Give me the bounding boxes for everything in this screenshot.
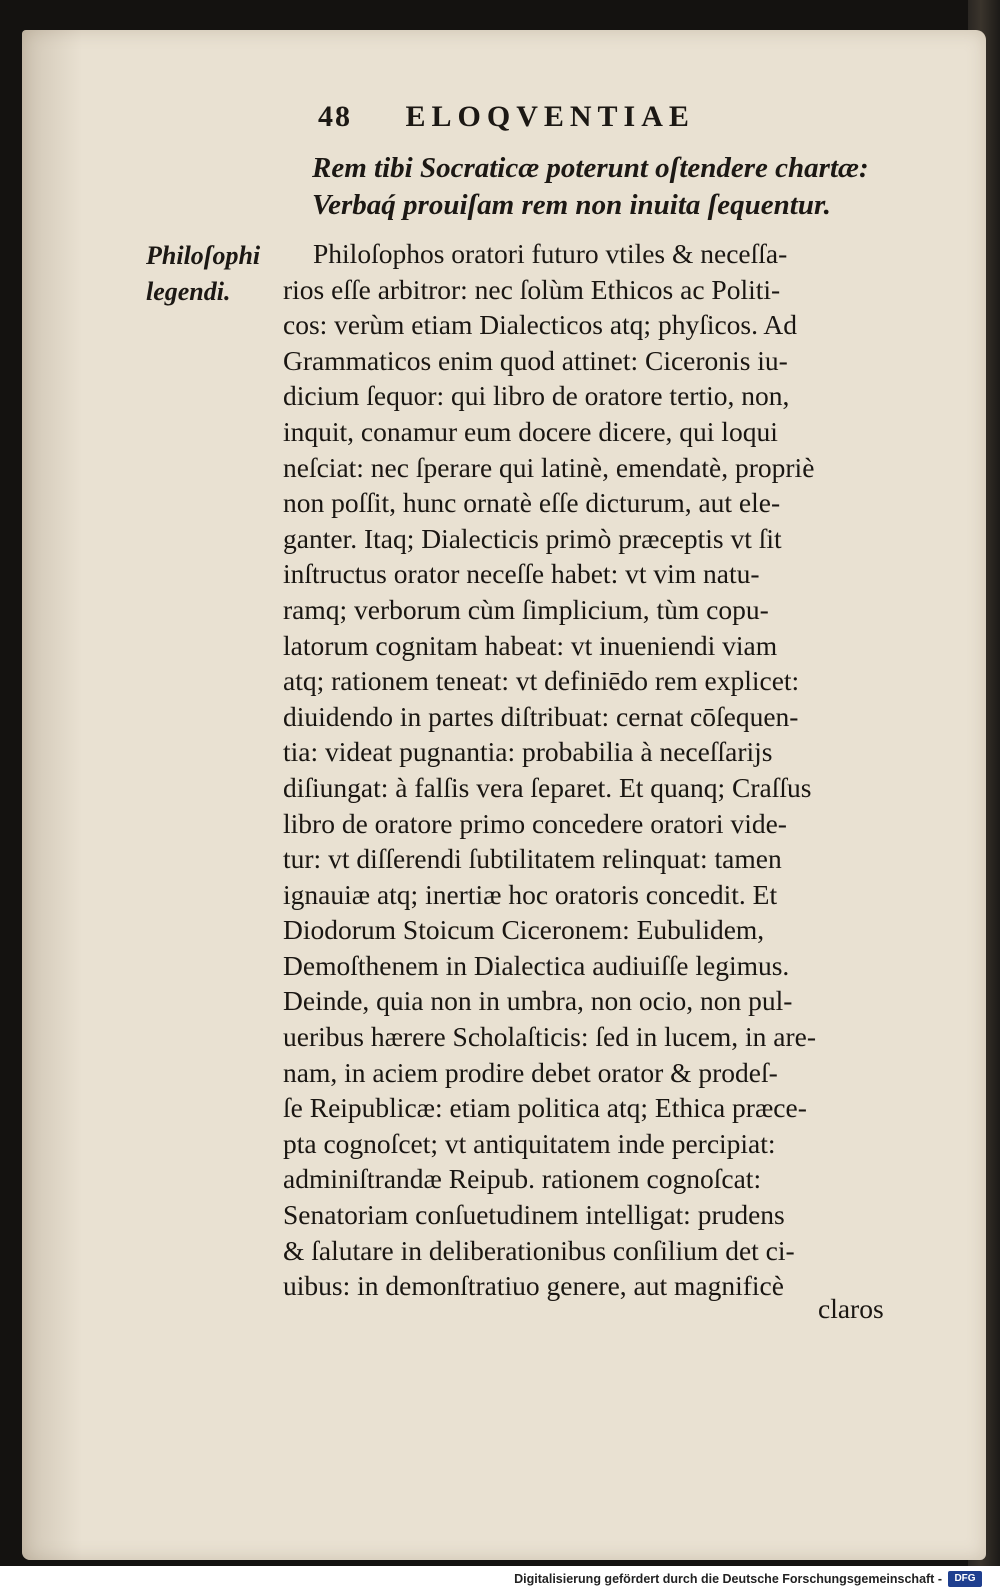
text-line: Deinde, quia non in umbra, non ocio, non pul- — [283, 985, 793, 1017]
running-head-title: ELOQVENTIAE — [405, 100, 695, 133]
catchword: claros — [818, 1293, 884, 1324]
page-gutter-shadow — [22, 30, 82, 1560]
text-line: Philoſophos oratori futuro vtiles & neceſſa- — [313, 238, 788, 269]
body-text — [283, 236, 963, 1304]
text-line: nam, in aciem prodire debet orator & prodeſ- — [283, 1056, 778, 1088]
text-line: inquit, conamur eum docere dicere, qui loqui — [283, 415, 778, 447]
text-line: non poſſit, hunc ornatè eſſe dicturum, aut ele- — [283, 487, 781, 519]
running-header — [318, 100, 778, 146]
text-line: ſe Reipublicæ: etiam politica atq; Ethica præce- — [283, 1092, 807, 1124]
text-line: Demoſthenem in Dialectica audiuiſſe legimus. — [283, 949, 790, 981]
text-line: libro de oratore primo concedere oratori vide- — [283, 807, 787, 839]
verse-line-2: Verbaq́ prouiſam rem non inuita ſequentur. — [312, 189, 831, 221]
text-line: dicium ſequor: qui libro de oratore tertio, non, — [283, 380, 790, 412]
text-line: ueribus hærere Scholaſticis: ſed in lucem, in are- — [283, 1021, 817, 1053]
funding-credit: Digitalisierung gefördert durch die Deutsche Forschungsgemeinschaft - — [514, 1572, 942, 1586]
text-line: diſiungat: à falſis vera ſeparet. Et quanq; Craſſus — [283, 771, 812, 803]
text-line: neſciat: nec ſperare qui latinè, emendatè, propriè — [283, 451, 815, 483]
text-line: pta cognoſcet; vt antiquitatem inde percipiat: — [283, 1127, 776, 1159]
text-line: Diodorum Stoicum Ciceronem: Eubulidem, — [283, 914, 765, 946]
text-line: & ſalutare in deliberationibus conſilium det ci- — [283, 1234, 795, 1266]
margin-note-line: Philoſophi — [146, 241, 261, 270]
text-line: atq; rationem teneat: vt definiēdo rem explicet: — [283, 665, 800, 697]
text-line: ganter. Itaq; Dialecticis primò præceptis vt ſit — [283, 522, 782, 554]
text-line: ramq; verborum cùm ſimplicium, tùm copu- — [283, 593, 769, 625]
text-line: Grammaticos enim quod attinet: Ciceronis iu- — [283, 344, 788, 376]
margin-note-line: legendi. — [146, 277, 231, 306]
text-line: rios eſſe arbitror: nec ſolùm Ethicos ac Politi- — [283, 273, 781, 305]
page-number: 48 — [318, 100, 352, 133]
text-line: diuidendo in partes diſtribuat: cernat cōſequen- — [283, 700, 799, 732]
text-line: uibus: in demonſtratiuo genere, aut magnificè — [283, 1270, 784, 1302]
dfg-logo: DFG — [948, 1571, 982, 1587]
text-line: tia: videat pugnantia: probabilia à neceſſarijs — [283, 736, 773, 768]
margin-note — [146, 238, 286, 310]
text-line: adminiſtrandæ Reipub. rationem cognoſcat: — [283, 1163, 762, 1195]
text-line: inſtructus orator neceſſe habet: vt vim natu- — [283, 558, 760, 590]
verse-line-1: Rem tibi Socraticæ poterunt oſtendere chartæ: — [312, 152, 869, 184]
text-line: latorum cognitam habeat: vt inueniendi viam — [283, 629, 778, 661]
text-line: Senatoriam conſuetudinem intelligat: prudens — [283, 1199, 785, 1231]
text-line: cos: verùm etiam Dialecticos atq; phyſicos. Ad — [283, 309, 797, 341]
text-line: ignauiæ atq; inertiæ hoc oratoris concedit. Et — [283, 878, 778, 910]
footer-bar — [0, 1566, 1000, 1596]
text-line: tur: vt diſſerendi ſubtilitatem relinquat: tamen — [283, 843, 782, 875]
